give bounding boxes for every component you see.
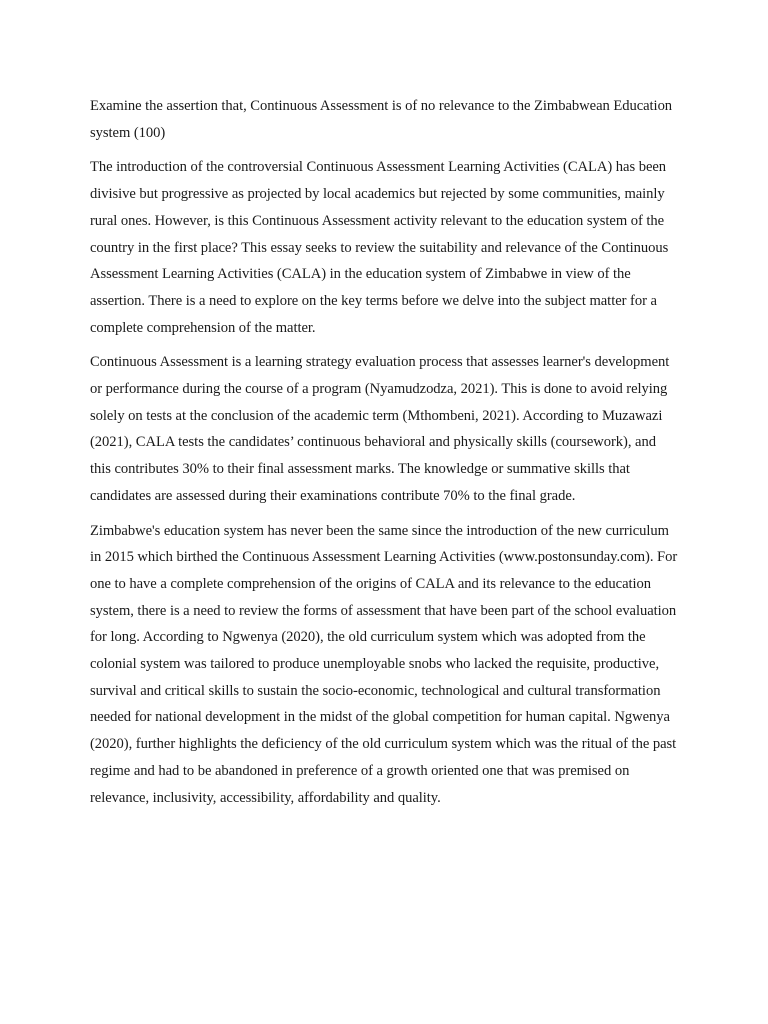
- introduction-paragraph: The introduction of the controversial Continuous Assessment Learning Activities (CALA) has been divisive but progressive as projected by local academics but rejected by some communities, mainly rural ones. However, is this Continuous Assessment activity relevant to the education system of the country in the first place? This essay seeks to review the suitability and relevance of the Continuous Assessment Learning Activities (CALA) in the education system of Zimbabwe in view of the assertion. There is a need to explore on the key terms before we delve into the subject matter for a complete comprehension of the matter.: [90, 159, 669, 336]
- background-paragraph: Zimbabwe's education system has never been the same since the introduction of the new curriculum in 2015 which birthed the Continuous Assessment Learning Activities (www.postonsunday.com). For one to have a complete comprehension of the origins of CALA and its relevance to the education system, there is a need to review the forms of assessment that have been part of the school evaluation for long. According to Ngwenya (2020), the old curriculum system which was adopted from the colonial system was tailored to produce unemployable snobs who lacked the requisite, productive, survival and critical skills to sustain the socio-economic, technological and cultural transformation needed for national development in the midst of the global competition for human capital. Ngwenya (2020), further highlights the deficiency of the old curriculum system which was the ritual of the past regime and had to be abandoned in preference of a growth oriented one that was premised on relevance, inclusivity, accessibility, affordability and quality.: [90, 522, 678, 806]
- essay-question: Examine the assertion that, Continuous Assessment is of no relevance to the Zimbabwean Education system (100): [90, 98, 673, 141]
- document-page: [90, 93, 680, 811]
- definition-paragraph: Continuous Assessment is a learning strategy evaluation process that assesses learner's development or performance during the course of a program (Nyamudzodza, 2021). This is done to avoid relying solely on tests at the conclusion of the academic term (Mthombeni, 2021). According to Muzawazi (2021), CALA tests the candidates’ continuous behavioral and physically skills (coursework), and this contributes 30% to their final assessment marks. The knowledge or summative skills that candidates are assessed during their examinations contribute 70% to the final grade.: [90, 354, 670, 504]
